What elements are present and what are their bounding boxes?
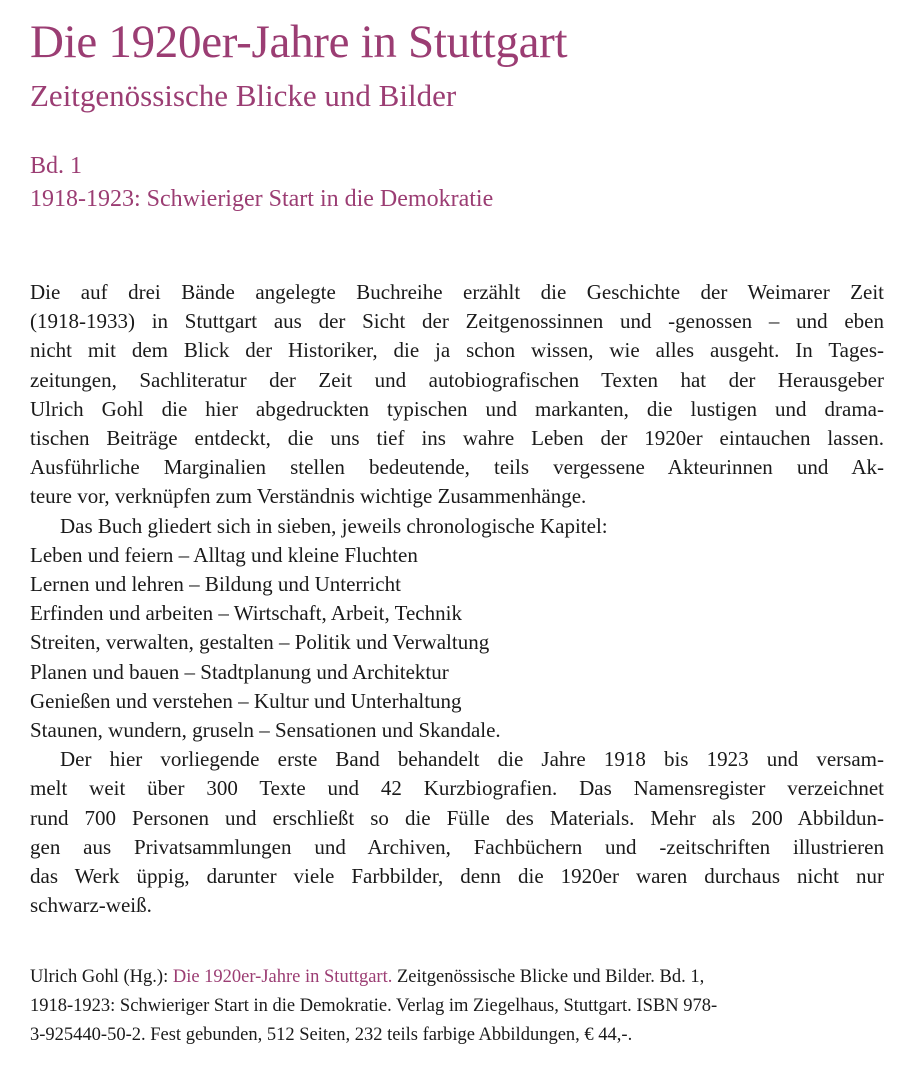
citation-line — [30, 963, 884, 992]
text-line: schwarz-weiß. — [30, 893, 152, 918]
citation-line: 1918-1923: Schwieriger Start in die Demokratie. Verlag im Ziegelhaus, Stuttgart. ISBN 978- — [30, 996, 718, 1016]
text-line: tischen Beiträge entdeckt, die uns tief ins wahre Leben der 1920er eintauchen lassen. — [30, 426, 884, 451]
text-line: gen aus Privatsammlungen und Archiven, Fachbüchern und -zeitschriften illustrieren — [30, 834, 884, 859]
chapter-item: Genießen und verstehen – Kultur und Unterhaltung — [30, 688, 462, 713]
volume-title: 1918-1923: Schwieriger Start in die Demokratie — [30, 186, 494, 212]
text-line: (1918-1933) in Stuttgart aus der Sicht der Zeitgenossinnen und -genossen – und eben — [30, 309, 884, 334]
text-line: das Werk üppig, darunter viele Farbbilder, denn die 1920er waren durchaus nicht nur — [30, 864, 884, 889]
chapter-item: Erfinden und arbeiten – Wirtschaft, Arbeit, Technik — [30, 601, 462, 626]
chapter-item: Planen und bauen – Stadtplanung und Architektur — [30, 659, 449, 684]
text-line: Die auf drei Bände angelegte Buchreihe erzählt die Geschichte der Weimarer Zeit — [30, 280, 884, 304]
description-text — [30, 278, 884, 920]
page-subtitle: Zeitgenössische Blicke und Bilder — [30, 78, 457, 113]
text-line: Ausführliche Marginalien stellen bedeutende, teils vergessene Akteurinnen und Ak- — [30, 455, 884, 480]
citation-details: Zeitgenössische Blicke und Bilder. Bd. 1, — [392, 967, 705, 987]
volume-number: Bd. 1 — [30, 153, 83, 179]
text-line: teure vor, verknüpfen zum Verständnis wichtige Zusammenhänge. — [30, 484, 587, 509]
text-line: Ulrich Gohl die hier abgedruckten typischen und markanten, die lustigen und drama- — [30, 396, 884, 421]
text-line: zeitungen, Sachliteratur der Zeit und autobiografischen Texten hat der Herausgeber — [30, 367, 884, 392]
chapter-item: Streiten, verwalten, gestalten – Politik und Verwaltung — [30, 630, 490, 655]
text-line: nicht mit dem Blick der Historiker, die ja schon wissen, wie alles ausgeht. In Tages- — [30, 338, 884, 363]
citation-book-title: Die 1920er-Jahre in Stuttgart. — [172, 967, 393, 987]
text-line: rund 700 Personen und erschließt so die Fülle des Materials. Mehr als 200 Abbildun- — [30, 805, 884, 830]
text-line: Der hier vorliegende erste Band behandelt die Jahre 1918 bis 1923 und versam- — [60, 747, 884, 772]
chapters-intro: Das Buch gliedert sich in sieben, jeweils chronologische Kapitel: — [60, 513, 608, 538]
page-title: Die 1920er-Jahre in Stuttgart — [30, 16, 568, 68]
citation-editor: Ulrich Gohl (Hg.): — [30, 967, 173, 987]
text-line: melt weit über 300 Texte und 42 Kurzbiografien. Das Namensregister verzeichnet — [30, 776, 884, 801]
citation-line: 3-925440-50-2. Fest gebunden, 512 Seiten, 232 teils farbige Abbildungen, € 44,-. — [30, 1025, 633, 1045]
bibliographic-citation — [30, 963, 884, 1050]
chapter-item: Staunen, wundern, gruseln – Sensationen und Skandale. — [30, 718, 501, 743]
chapter-item: Lernen und lehren – Bildung und Unterricht — [30, 572, 401, 597]
chapter-item: Leben und feiern – Alltag und kleine Fluchten — [30, 542, 418, 567]
